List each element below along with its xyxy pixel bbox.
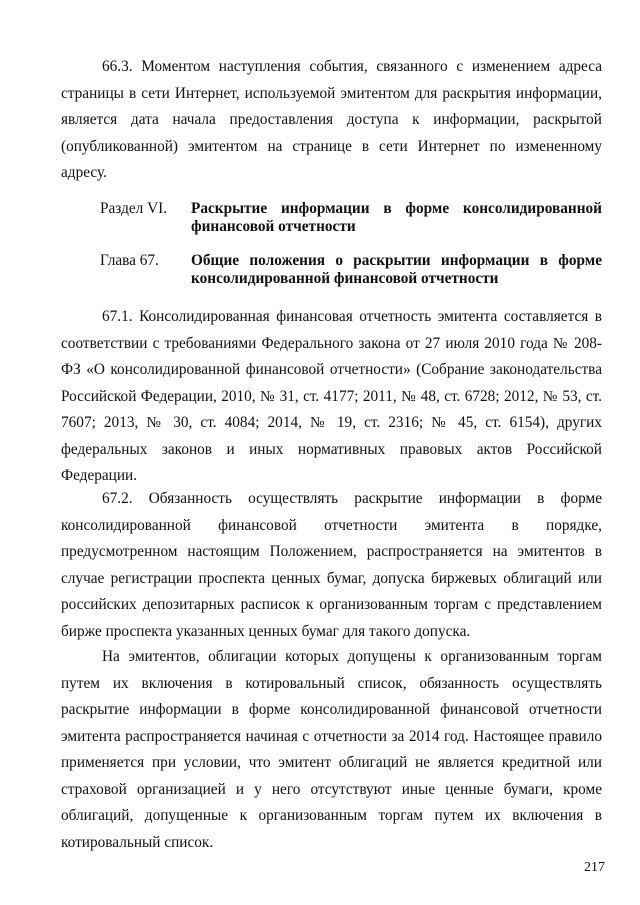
paragraph-67-1: 67.1. Консолидированная финансовая отчетность эмитента составляется в соответствии с требованиями Федерального закона от 27 июля 2010 года № 208-ФЗ «О консолидированной финансовой отчетности» (Собрание законодательства Российской Федерации, 2010, № 31, ст. 4177; 2011, № 48, ст. 6728; 2012, № 53, ст. 7607; 2013, № 30, ст. 4084; 2014, № 19, ст. 2316; № 45, ст. 6154), других федеральных законов и иных нормативных правовых актов Российской Федерации. <box>61 308 602 484</box>
paragraph-67-2-continued: На эмитентов, облигации которых допущены к организованным торгам путем их включения в котировальный список, обязанность осуществлять раскрытие информации в форме консолидированной финансовой отчетности эмитента распространяется начиная с отчетности за 2014 год. Настоящее правило применяется при условии, что эмитент облигаций не является кредитной или страховой организацией и у него отсутствуют иные ценные бумаги, кроме облигаций, допущенные к организованным торгам путем их включения в котировальный список. <box>61 648 602 851</box>
chapter-title: Общие положения о раскрытии информации в форме консолидированной финансовой отчетности <box>191 252 602 287</box>
paragraph-66-3: 66.3. Моментом наступления события, связанного с изменением адреса страницы в сети Интернет, используемой эмитентом для раскрытия информации, является дата начала предоставления доступа к информации, раскрытой (опубликованной) эмитентом на странице в сети Интернет по измененному адресу. <box>61 58 602 181</box>
section-label: Раздел VI. <box>100 200 168 217</box>
chapter-label: Глава 67. <box>100 252 159 269</box>
paragraph-67-2: 67.2. Обязанность осуществлять раскрытие информации в форме консолидированной финансовой отчетности эмитента в порядке, предусмотренном настоящим Положением, распространяется на эмитентов в случае регистрации проспекта ценных бумаг, допуска биржевых облигаций или российских депозитарных расписок к организованным торгам с представлением бирже проспекта указанных ценных бумаг для такого допуска. <box>61 490 602 640</box>
page-number: 217 <box>584 860 605 875</box>
section-title: Раскрытие информации в форме консолидированной финансовой отчетности <box>191 200 602 235</box>
